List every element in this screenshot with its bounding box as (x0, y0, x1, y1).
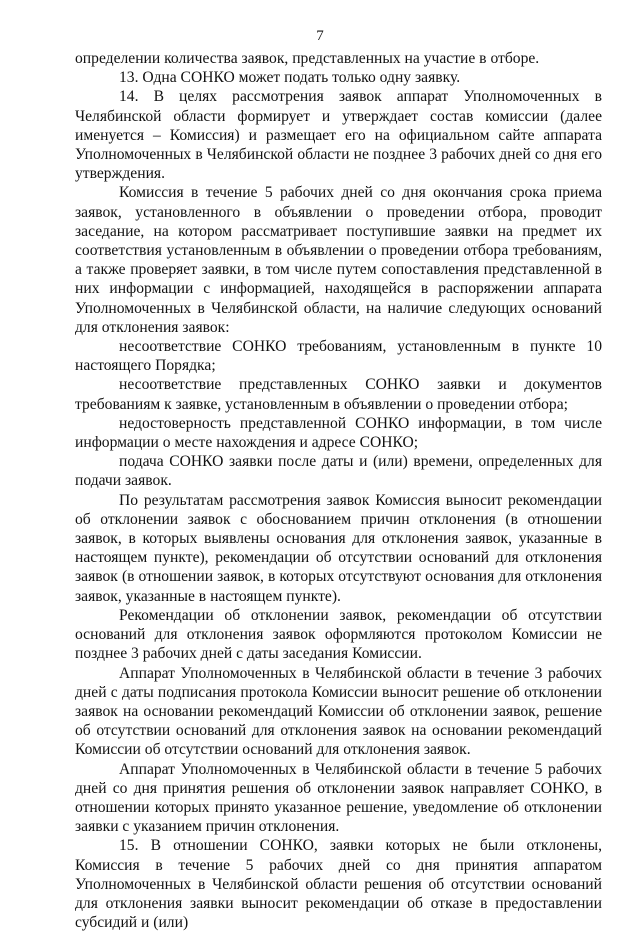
paragraph-commission-review: Комиссия в течение 5 рабочих дней со дня окончания срока приема заявок, установленного в объявлении о проведении отбора, проводит заседание, на котором рассматривает поступившие заявки на предмет их соответствия установленным в объявлении о проведении отбора требованиям, а также проверяет заявки, в том числе путем сопоставления представленной в них информации с информацией, находящейся в распоряжении аппарата Уполномоченных в Челябинской области, на наличие следующих оснований для отклонения заявок: (75, 184, 602, 336)
paragraph-recommendations: По результатам рассмотрения заявок Комиссия выносит рекомендации об отклонении заявок с обоснованием причин отклонения (в отношении заявок, в которых выявлены основания для отклонения заявок, указанные в настоящем пункте), рекомендации об отсутствии оснований для отклонения заявок (в отношении заявок, в которых отсутствуют основания для отклонения заявок, указанные в настоящем пункте). (75, 491, 602, 605)
rejection-ground-4: подача СОНКО заявки после даты и (или) времени, определенных для подачи заявок. (75, 453, 602, 490)
paragraph-notification: Аппарат Уполномоченных в Челябинской области в течение 5 рабочих дней со дня принятия решения об отклонении заявок направляет СОНКО, в отношении которых принято указанное решение, уведомление об отклонении заявки с указанием причин отклонения. (75, 760, 602, 836)
paragraph-item-14: 14. В целях рассмотрения заявок аппарат Уполномоченных в Челябинской области формирует и утверждает состав комиссии (далее именуется – Комиссия) и размещает его на официальном сайте аппарата Уполномоченных в Челябинской области не позднее 3 рабочих дней со дня его утверждения. (75, 88, 602, 183)
rejection-ground-2: несоответствие представленных СОНКО заявки и документов требованиям к заявке, установленным в объявлении о проведении отбора; (75, 376, 602, 413)
rejection-ground-1: несоответствие СОНКО требованиям, установленным в пункте 10 настоящего Порядка; (75, 338, 602, 375)
paragraph-decision: Аппарат Уполномоченных в Челябинской области в течение 3 рабочих дней с даты подписания протокола Комиссии выносит решение об отклонении заявок на основании рекомендаций Комиссии об отклонении заявок, решение об отсутствии оснований для отклонения заявок на основании рекомендаций Комиссии об отсутствии оснований для отклонения заявок. (75, 664, 602, 759)
page-number: 7 (316, 28, 324, 44)
paragraph-continuation: определении количества заявок, представленных на участие в отборе. (75, 50, 540, 67)
paragraph-protocol: Рекомендации об отклонении заявок, рекомендации об отсутствии оснований для отклонения заявок оформляются протоколом Комиссии не позднее 3 рабочих дней с даты заседания Комиссии. (75, 606, 602, 663)
document-body (75, 49, 602, 932)
paragraph-item-15: 15. В отношении СОНКО, заявки которых не были отклонены, Комиссия в течение 5 рабочих дней со дня принятия аппаратом Уполномоченных в Челябинской области решения об отсутствии оснований для отклонения заявки выносит рекомендации об отказе в предоставлении субсидий и (или) (75, 837, 602, 932)
paragraph-item-13: 13. Одна СОНКО может подать только одну заявку. (119, 69, 461, 87)
rejection-ground-3: недостоверность представленной СОНКО информации, в том числе информации о месте нахождения и адресе СОНКО; (75, 414, 602, 452)
